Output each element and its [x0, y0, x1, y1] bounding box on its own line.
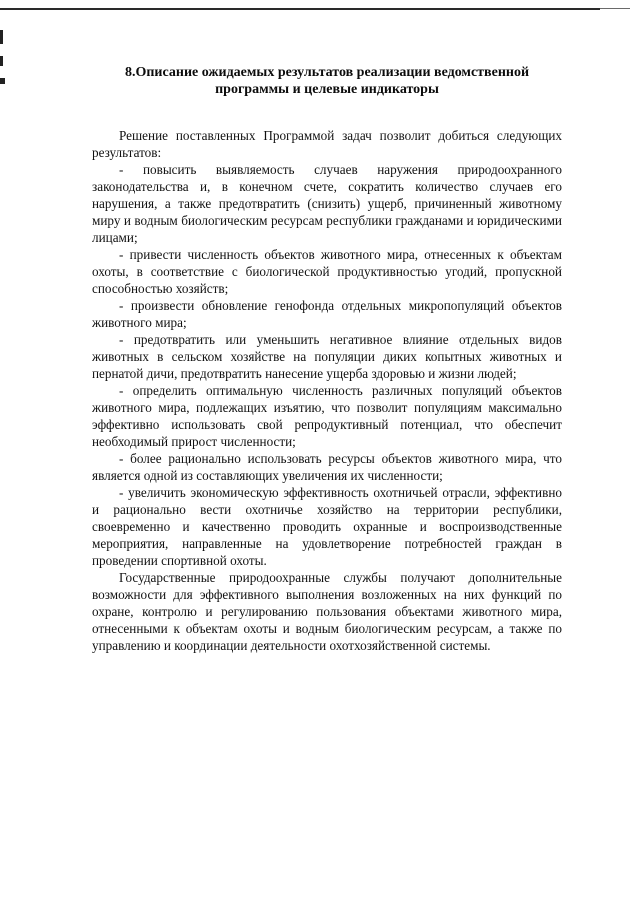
document-body [92, 127, 562, 654]
result-item: - привести численность объектов животного мира, отнесенных к объектам охоты, в соответствие с биологической продуктивностью угодий, пропускной способностью хозяйств; [92, 247, 562, 296]
result-item: - предотвратить или уменьшить негативное влияние отдельных видов животных в сельском хозяйстве на популяции диких копытных животных и пернатой дичи, предотвратить нанесение ущерба здоровью и жизни людей; [92, 332, 562, 381]
result-item: - повысить выявляемость случаев наружения природоохранного законодательства и, в конечном счете, сократить количество случаев его нарушения, а также предотвратить (снизить) ущерб, причиненный животному миру и водным биологическим ресурсам республики гражданами и юридическими лицами; [92, 162, 562, 245]
result-item: - увеличить экономическую эффективность охотничьей отрасли, эффективно и рационально вести охотничье хозяйство на территории республики, своевременно и качественно проводить охранные и воспроизводственные мероприятия, направленные на удовлетворение потребностей граждан в проведении спортивной охоты. [92, 485, 562, 568]
section-title-line: программы и целевые индикаторы [215, 82, 439, 97]
scan-border-line-end [600, 8, 630, 9]
scan-edge-mark [0, 56, 3, 66]
section-title-line: 8.Описание ожидаемых результатов реализации ведомственной [124, 65, 530, 80]
result-item: - более рационально использовать ресурсы объектов животного мира, что является одной из составляющих увеличения их численности; [92, 451, 562, 483]
result-item: - произвести обновление генофонда отдельных микропопуляций объектов животного мира; [92, 298, 562, 330]
closing-paragraph: Государственные природоохранные службы получают дополнительные возможности для эффективного выполнения возложенных на них функций по охране, контролю и регулированию пользования объектами животного мира, отнесенными к объектам охоты и водным биологическим ресурсам, а также по управлению и координации деятельности охотхозяйственной системы. [92, 570, 562, 653]
scan-edge-mark [0, 78, 5, 84]
section-title [92, 64, 562, 98]
intro-paragraph: Решение поставленных Программой задач позволит добиться следующих результатов: [92, 128, 562, 160]
scan-edge-mark [0, 30, 3, 44]
document-page [92, 64, 562, 654]
scan-border-line [0, 8, 600, 10]
result-item: - определить оптимальную численность различных популяций объектов животного мира, подлежащих изъятию, что позволит популяциям максимально эффективно использовать свой репродуктивный потенциал, что обеспечит необходимый прирост численности; [92, 383, 562, 449]
